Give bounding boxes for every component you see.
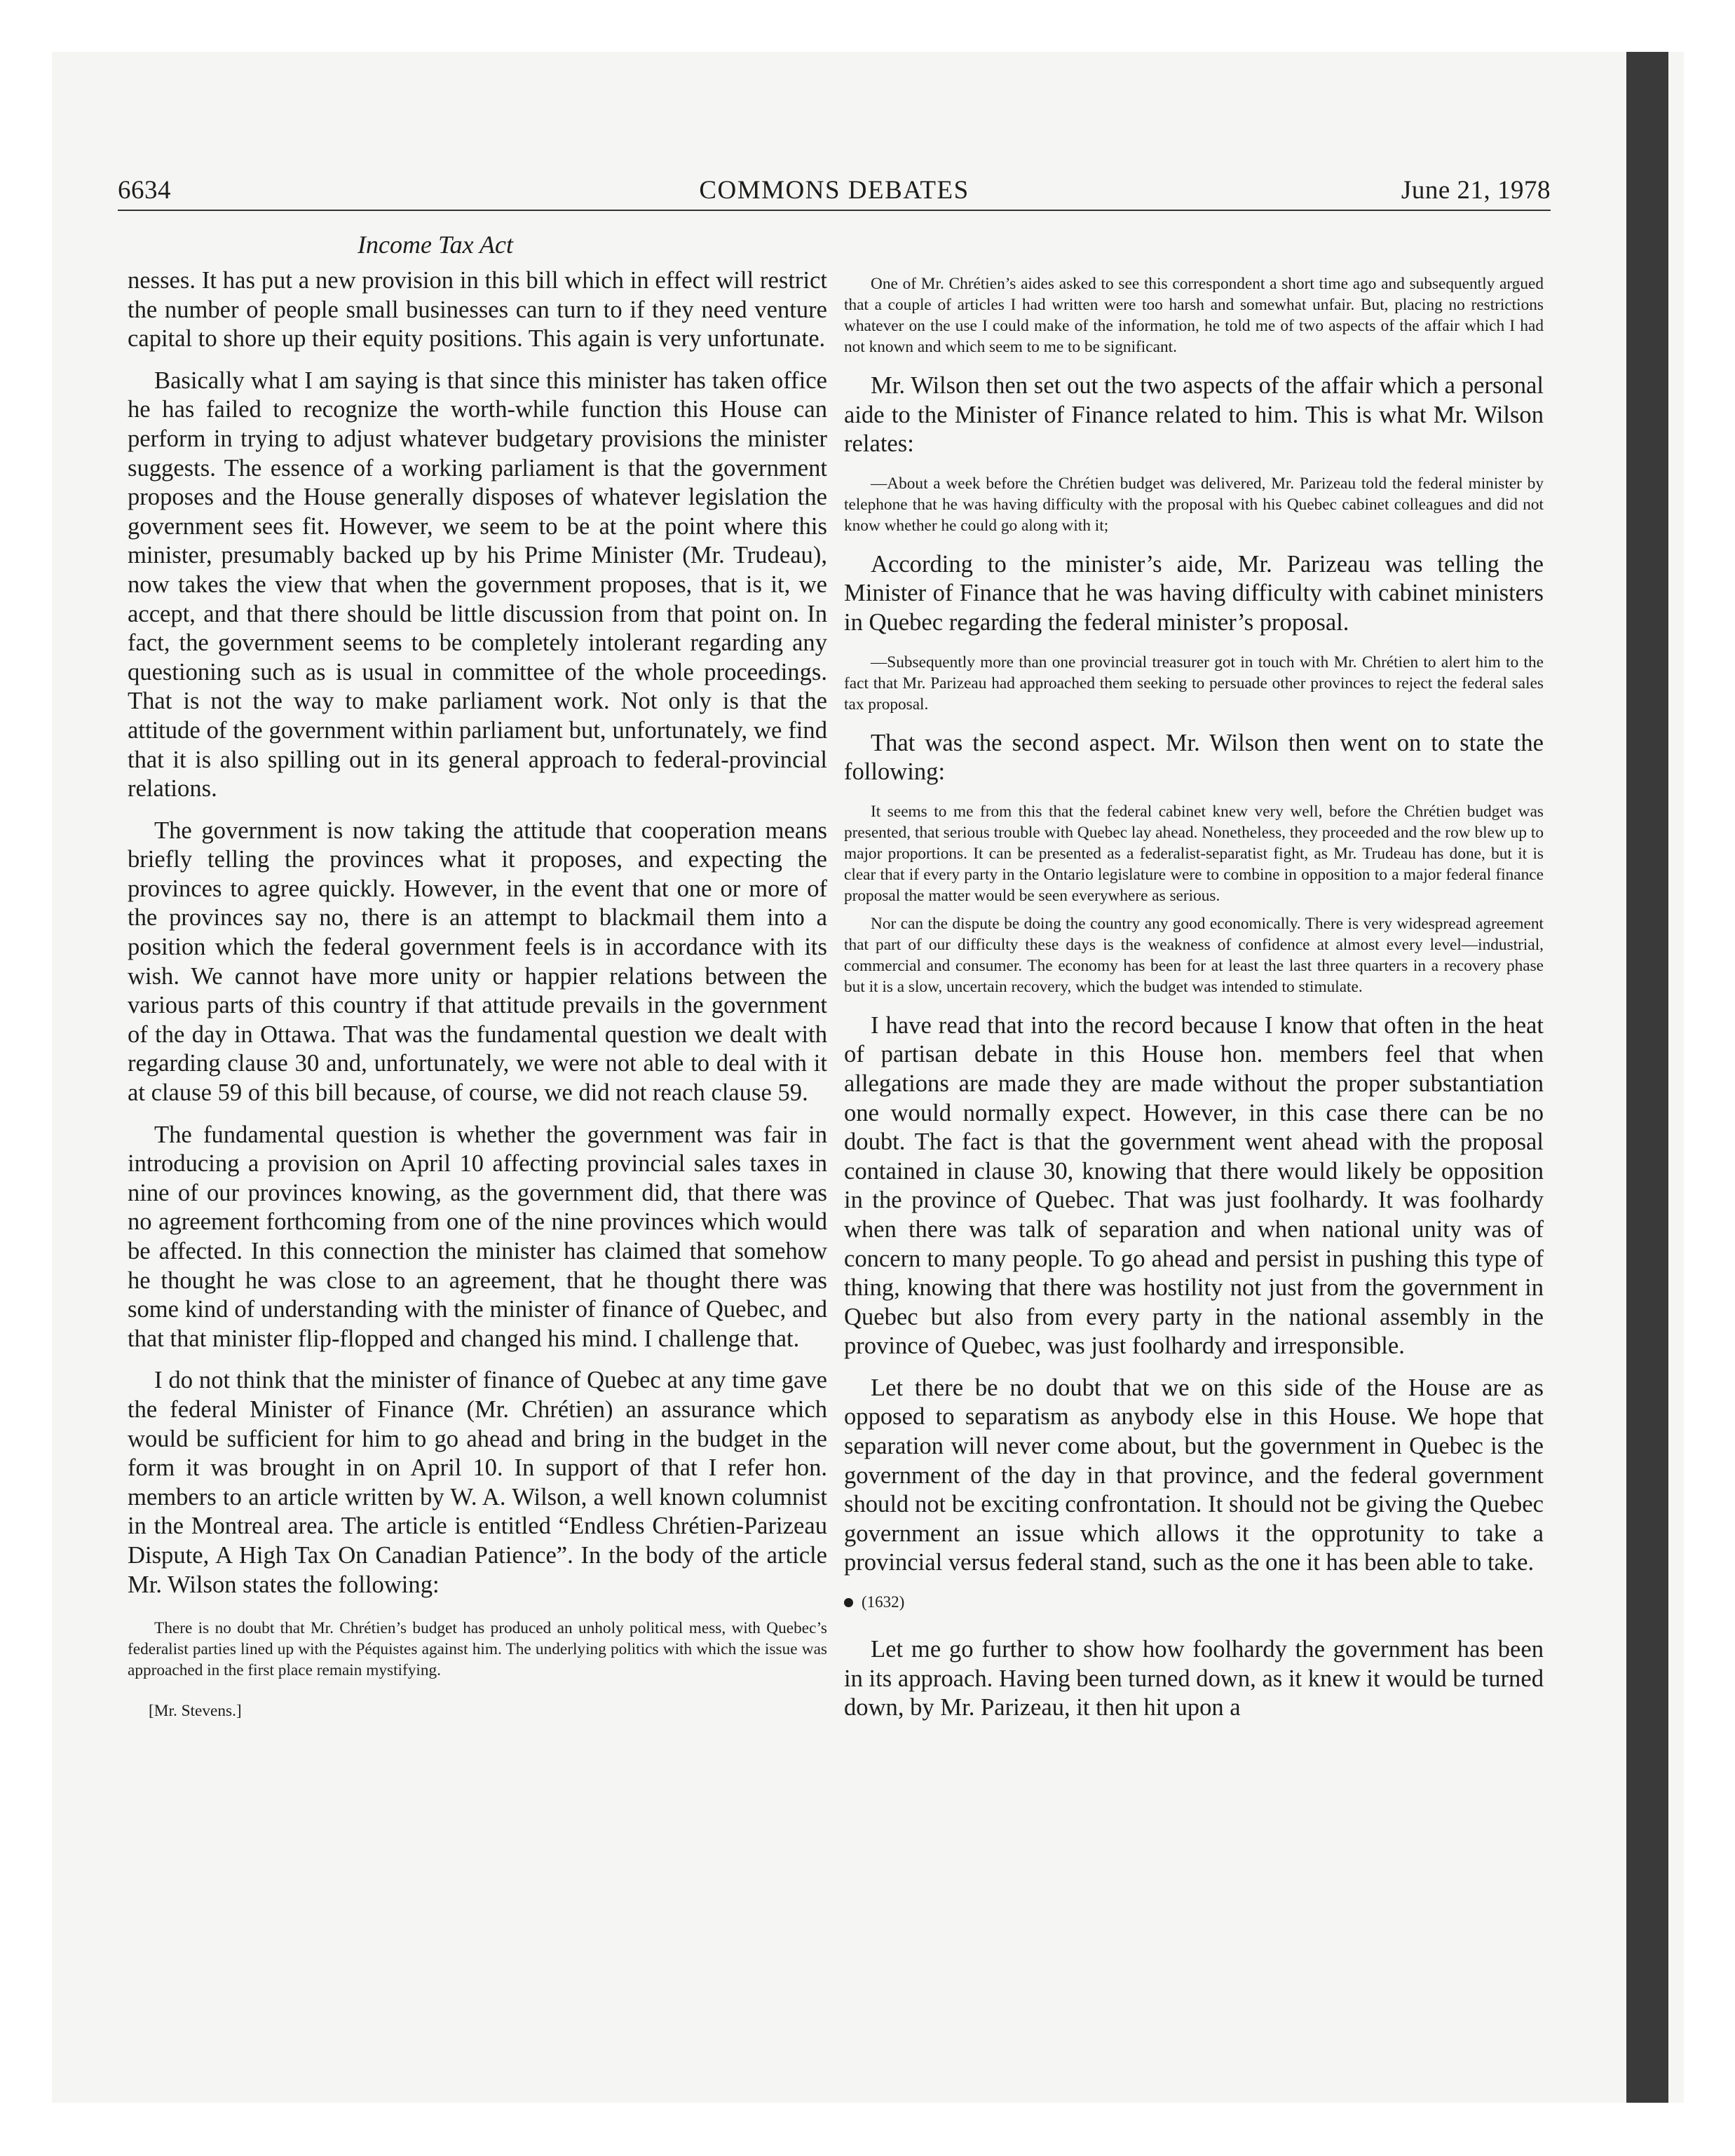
block-quote: One of Mr. Chrétien’s aides asked to see this correspondent a short time ago and subsequently argued that a couple of articles I had written were too harsh and somewhat unfair. But, placing no restrictions whatever on the use I could make of the information, he told me of two aspects of the affair which I had not known and which seem to me to be significant. <box>844 275 1544 356</box>
header-rule <box>118 210 1551 211</box>
paragraph: Let there be no doubt that we on this side of the House are as opposed to separatism as anybody else in this House. We hope that separation will never come about, but the government in Quebec is the government of the day in that province, and the federal government should not be exciting confrontation. It should not be giving the Quebec government an issue which allows it the opprotunity to take a provincial versus federal stand, such as the one it has been able to take. <box>844 1374 1544 1576</box>
scan-edge-bar <box>1626 52 1668 2103</box>
publication-title: COMMONS DEBATES <box>699 176 969 205</box>
left-column <box>128 230 827 1721</box>
block-quote: It seems to me from this that the federal cabinet knew very well, before the Chrétien budget was presented, that serious trouble with Quebec lay ahead. Nonetheless, they proceeded and the row blew up to major proportions. It can be presented as a federalist-separatist fight, as Mr. Trudeau has done, but it is clear that if every party in the Ontario legislature were to combine in opposition to a major federal finance proposal the matter would be seen everywhere as serious. <box>844 802 1544 905</box>
paragraph: I do not think that the minister of finance of Quebec at any time gave the federal Minister of Finance (Mr. Chrétien) an assurance which would be sufficient for him to go ahead and bring in the budget in the form it was brought in on April 10. In support of that I refer hon. members to an article written by W. A. Wilson, a well known columnist in the Montreal area. The article is entitled “Endless Chrétien-Parizeau Dispute, A High Tax On Canadian Patience”. In the body of the article Mr. Wilson states the following: <box>128 1367 827 1598</box>
time-marker <box>844 1593 1544 1611</box>
paragraph: Mr. Wilson then set out the two aspects of the affair which a personal aide to the Minister of Finance related to him. This is what Mr. Wilson relates: <box>844 372 1544 458</box>
running-head: Income Tax Act <box>358 231 513 259</box>
paragraph: That was the second aspect. Mr. Wilson then went on to state the following: <box>844 729 1544 786</box>
block-quote: —Subsequently more than one provincial treasurer got in touch with Mr. Chrétien to alert him to the fact that Mr. Parizeau had approached them seeking to persuade other provinces to reject the federal sales tax proposal. <box>844 653 1544 714</box>
paragraph: The government is now taking the attitude that cooperation means briefly telling the provinces what it proposes, and expecting the provinces to agree quickly. However, in the event that one or more of the provinces say no, there is an attempt to blackmail them into a position which the federal government feels is in accordance with its wish. We cannot have more unity or happier relations between the various parts of this country if that attitude prevails in the government of the day in Ottawa. That was the fundamental question we dealt with regarding clause 30 and, unfortunately, we were not able to deal with it at clause 59 of this bill because, of course, we did not reach clause 59. <box>128 817 827 1107</box>
right-column <box>844 230 1544 1723</box>
paragraph: Basically what I am saying is that since this minister has taken office he has failed to recognize the worth-while function this House can perform in trying to adjust whatever budgetary provisions the minister suggests. The essence of a working parliament is that the government proposes and the House generally disposes of whatever legislation the government sees fit. However, we seem to be at the point where this minister, presumably backed up by his Prime Minister (Mr. Trudeau), now takes the view that when the government proposes, that is it, we accept, and that there should be little discussion from that point on. In fact, the government seems to be completely intolerant regarding any questioning such as is usual in committee of the whole proceedings. That is not the way to make parliament work. Not only is that the attitude of the government within parliament but, unfortunately, we find that it is also spilling out in its general approach to federal-provincial relations. <box>128 367 827 803</box>
paragraph: The fundamental question is whether the government was fair in introducing a provision on April 10 affecting provincial sales taxes in nine of our provinces knowing, as the government did, that there was no agreement forthcoming from one of the nine provinces which would be affected. In this connection the minister has claimed that somehow he thought he was close to an agreement, that he thought there was some kind of understanding with the minister of finance of Quebec, and that that minister flip-flopped and changed his mind. I challenge that. <box>128 1121 827 1352</box>
page-header <box>118 175 1551 212</box>
time-label: (1632) <box>862 1593 905 1611</box>
block-quote: There is no doubt that Mr. Chrétien’s budget has produced an unholy political mess, with Quebec’s federalist parties lined up with the Péquistes against him. The underlying politics with which the issue was approached in the first place remain mystifying. <box>128 1619 827 1680</box>
bullet-icon <box>844 1598 853 1607</box>
page-date: June 21, 1978 <box>1401 176 1551 205</box>
page-number: 6634 <box>118 176 171 205</box>
block-quote: —About a week before the Chrétien budget was delivered, Mr. Parizeau told the federal minister by telephone that he was having difficulty with the proposal with his Quebec cabinet colleagues and did not know whether he could go along with it; <box>844 474 1544 535</box>
paragraph: nesses. It has put a new provision in this bill which in effect will restrict the number of people small businesses can turn to if they need venture capital to shore up their equity positions. This again is very unfortunate. <box>128 267 827 353</box>
paragraph: According to the minister’s aide, Mr. Parizeau was telling the Minister of Finance that he was having difficulty with cabinet ministers in Quebec regarding the federal minister’s proposal. <box>844 550 1544 636</box>
paragraph: I have read that into the record because I know that often in the heat of partisan debate in this House hon. members feel that when allegations are made they are made without the proper substantiation one would normally expect. However, in this case there can be no doubt. The fact is that the government went ahead with the proposal contained in clause 30, knowing that there would likely be opposition in the province of Quebec. That was just foolhardy. It was foolhardy when there was talk of separation and when national unity was of concern to many people. To go ahead and persist in pushing this type of thing, knowing that there was hostility not just from the government in Quebec but also from every party in the national assembly in the province of Quebec, was just foolhardy and irresponsible. <box>844 1011 1544 1360</box>
speaker-tag: [Mr. Stevens.] <box>149 1702 242 1721</box>
block-quote: Nor can the dispute be doing the country any good economically. There is very widespread agreement that part of our difficulty these days is the weakness of confidence at almost every level—industrial, commercial and consumer. The economy has been for at least the last three quarters in a recovery phase but it is a slow, uncertain recovery, which the budget was intended to stimulate. <box>844 914 1544 996</box>
paragraph: Let me go further to show how foolhardy the government has been in its approach. Having been turned down, as it knew it would be turned down, by Mr. Parizeau, it then hit upon a <box>844 1636 1544 1721</box>
